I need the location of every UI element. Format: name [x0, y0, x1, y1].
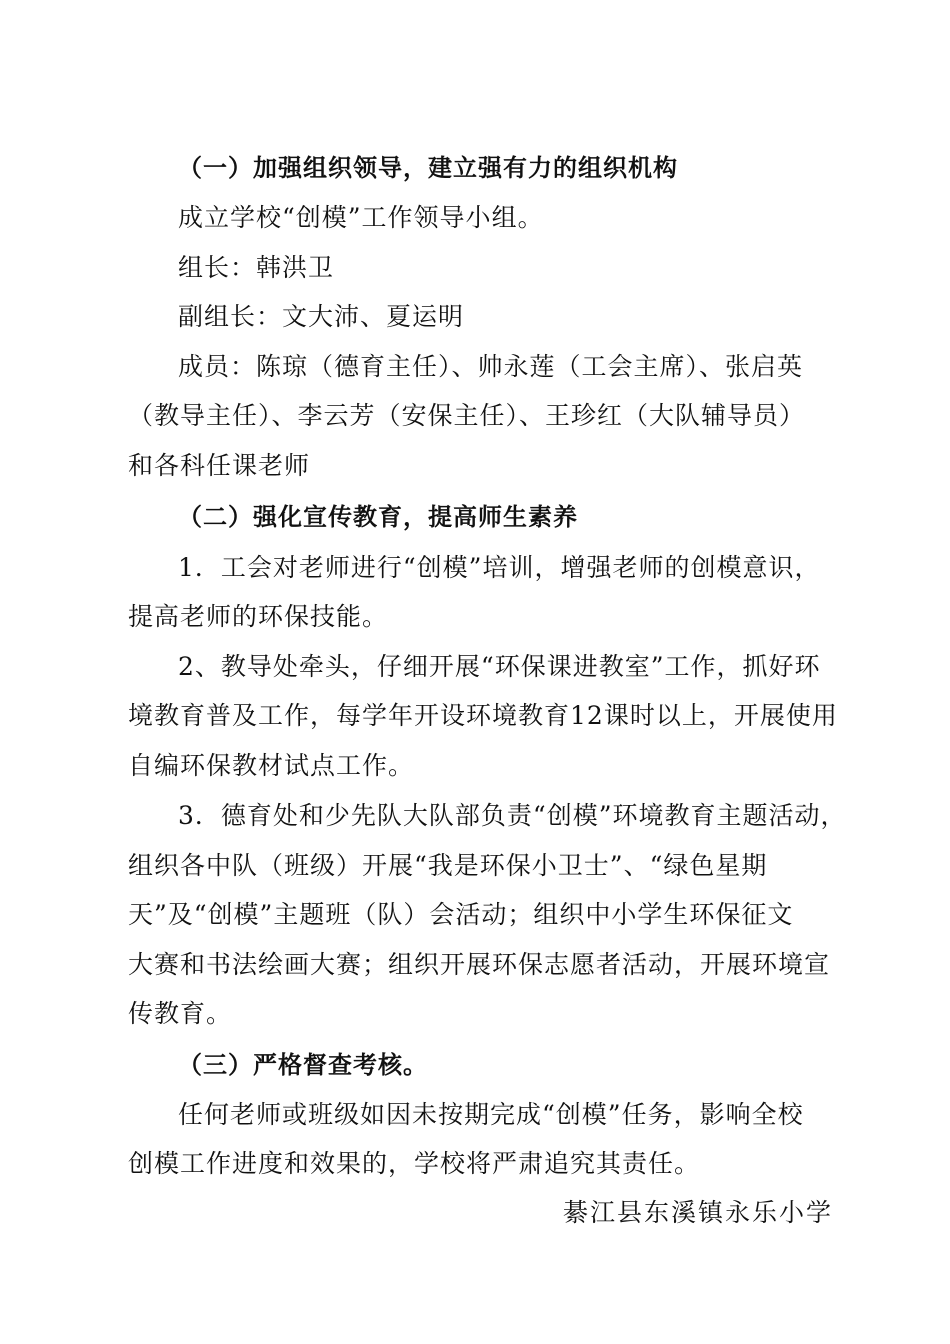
section2-line-6: 3．德育处和少先队大队部负责“创模”环境教育主题活动， — [178, 801, 847, 830]
section2-line-9: 大赛和书法绘画大赛；组织开展环保志愿者活动，开展环境宣 — [128, 950, 831, 979]
section3-line-2: 创模工作进度和效果的，学校将严肃追究其责任。 — [128, 1149, 701, 1178]
section1-line-1: 成立学校“创模”工作领导小组。 — [178, 203, 544, 232]
section1-line-3: 副组长：文大沛、夏运明 — [178, 302, 465, 331]
section1-line-2: 组长：韩洪卫 — [178, 253, 335, 282]
section2-line-7: 组织各中队（班级）开展“我是环保小卫士”、“绿色星期 — [128, 851, 768, 880]
section3-heading: （三）严格督查考核。 — [178, 1051, 428, 1079]
section3-line-1: 任何老师或班级如因未按期完成“创模”任务，影响全校 — [178, 1100, 804, 1129]
section1-heading: （一）加强组织领导，建立强有力的组织机构 — [178, 154, 678, 182]
section1-line-6: 和各科任课老师 — [128, 451, 311, 480]
section2-heading: （二）强化宣传教育，提高师生素养 — [178, 503, 578, 531]
section2-line-10: 传教育。 — [128, 999, 233, 1028]
section2-line-1: 1．工会对老师进行“创模”培训，增强老师的创模意识， — [178, 553, 821, 582]
section1-line-4: 成员：陈琼（德育主任）、帅永莲（工会主席）、张启英 — [178, 352, 804, 381]
section2-line-3: 2、教导处牵头，仔细开展“环保课进教室”工作，抓好环 — [178, 652, 821, 681]
section2-line-5: 自编环保教材试点工作。 — [128, 751, 415, 780]
section1-line-5: （教导主任）、李云芳（安保主任）、王珍红（大队辅导员） — [128, 401, 806, 430]
section2-line-8: 天”及“创模”主题班（队）会活动；组织中小学生环保征文 — [128, 900, 794, 929]
signature: 綦江县东溪镇永乐小学 — [563, 1198, 834, 1227]
section2-line-2: 提高老师的环保技能。 — [128, 602, 389, 631]
section2-line-4: 境教育普及工作，每学年开设环境教育12课时以上，开展使用 — [128, 701, 838, 730]
